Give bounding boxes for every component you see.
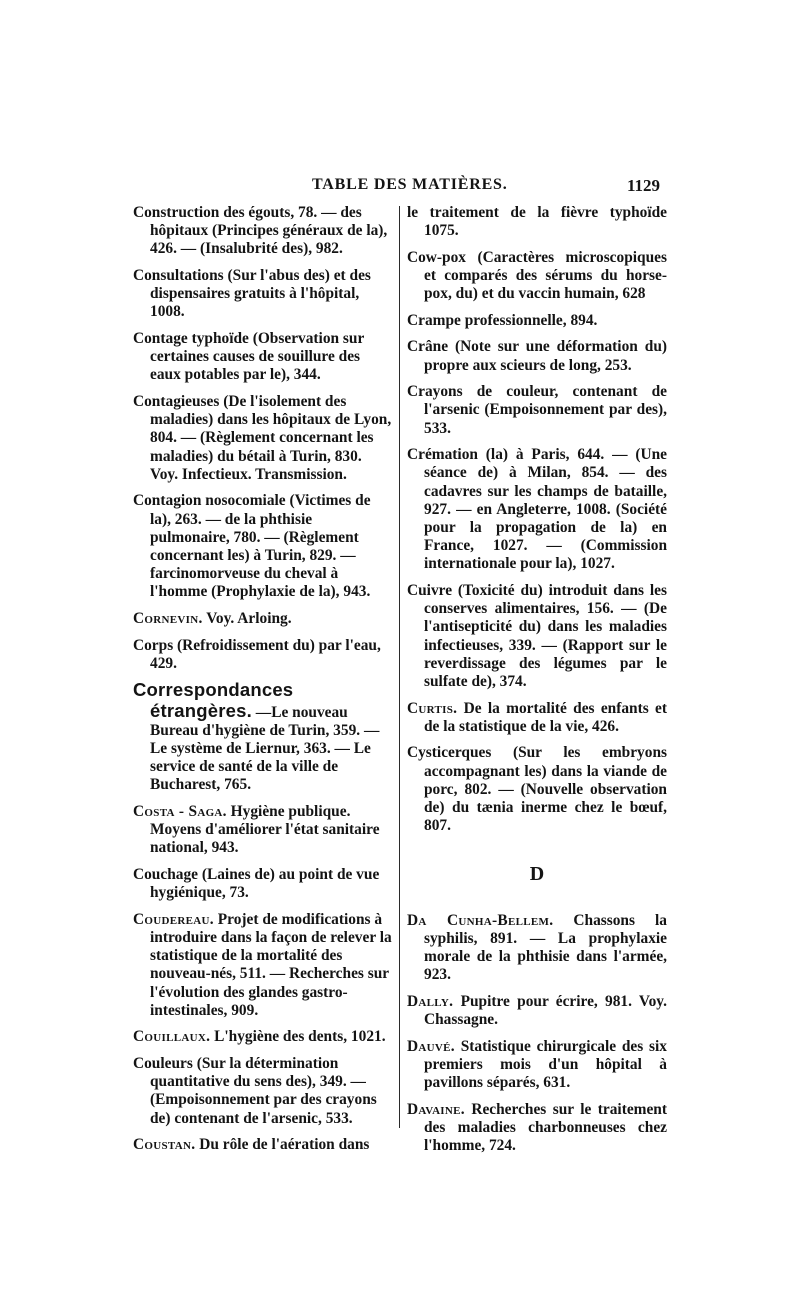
index-entry: Construction des égouts, 78. — des hôpitaux (Principes généraux de la), 426. — (Insalubrité des), 982. — [133, 204, 388, 258]
index-entry: Costa - Saga. Hygiène publique. Moyens d'améliorer l'état sanitaire national, 943. — [133, 803, 380, 857]
section-letter: D — [529, 863, 545, 886]
index-entry: Dauvé. Statistique chirurgicale des six premiers mois d'un hôpital à pavillons séparés, 631. — [407, 1037, 667, 1092]
index-entry: Corps (Refroidissement du) par l'eau, 429. — [133, 636, 381, 672]
column-divider — [399, 206, 400, 1128]
author-name: Coustan. — [133, 1136, 196, 1154]
section-heading: Correspondances étrangères. — [133, 679, 294, 721]
index-entry: Cuivre (Toxicité du) introduit dans les conserves alimentaires, 156. — (De l'antisepticité du) dans les maladies infectieuses, 339. — (Rapport sur le reverdissage des légumes par le sulfate de), 374. — [407, 582, 667, 691]
index-entry: Crémation (la) à Paris, 644. — (Une séance de) à Milan, 854. — des cadavres sur les champs de bataille, 927. — en Angleterre, 1008. (Société pour la propagation de la) en France, 1027. — (Commission internationale pour la), 1027. — [407, 446, 667, 573]
author-name: Cornevin. — [133, 610, 203, 628]
running-title: TABLE DES MATIÈRES. — [312, 176, 508, 193]
index-entry: Couleurs (Sur la détermination quantitative du sens des), 349. — (Empoisonnement par des crayons de) contenant de l'arsenic, 533. — [133, 1055, 377, 1127]
page-number: 1129 — [627, 176, 661, 195]
index-entry: Couchage (Laines de) au point de vue hygiénique, 73. — [133, 866, 380, 902]
index-entry: Crayons de couleur, contenant de l'arsenic (Empoisonnement par des), 533. — [407, 383, 667, 437]
author-name: Costa - Saga. — [133, 803, 227, 821]
index-entry: Cornevin. Voy. Arloing. — [133, 610, 292, 628]
index-entry: Crâne (Note sur une déformation du) propre aux scieurs de long, 253. — [407, 338, 667, 374]
index-entry: Dally. Pupitre pour écrire, 981. Voy. Chassagne. — [407, 992, 667, 1029]
index-entry: Coudereau. Projet de modifications à introduire dans la façon de relever la statistique de la mortalité des nouveau-nés, 511. — Recherches sur l'évolution des glandes gastro-intestinales, 909. — [133, 910, 392, 1019]
index-entry: Coustan. Du rôle de l'aération dans — [133, 1136, 370, 1154]
index-entry: Contagion nosocomiale (Victimes de la), 263. — de la phthisie pulmonaire, 780. — (Règlement concernant les) à Turin, 829. — farcinomorveuse du cheval à l'homme (Prophylaxie de la), 943. — [133, 492, 371, 601]
index-entry: Correspondances étrangères. —Le nouveau Bureau d'hygiène de Turin, 359. — Le système de Liernur, 363. — Le service de santé de la ville de Bucharest, 765. — [133, 679, 380, 794]
page-header — [0, 176, 800, 200]
index-entry: Davaine. Recherches sur le traitement des maladies charbonneuses chez l'homme, 724. — [407, 1100, 667, 1155]
index-entry-continuation: le traitement de la fièvre typhoïde 1075. — [407, 204, 667, 240]
author-name: Coudereau. — [133, 910, 214, 928]
index-entry: Contage typhoïde (Observation sur certaines causes de souillure des eaux potables par le), 344. — [133, 330, 365, 384]
index-entry: Crampe professionnelle, 894. — [407, 311, 598, 329]
index-entry: Cow-pox (Caractères microscopiques et comparés des sérums du horse-pox, du) et du vaccin humain, 628 — [407, 248, 667, 303]
index-entry: Consultations (Sur l'abus des) et des dispensaires gratuits à l'hôpital, 1008. — [133, 267, 371, 321]
index-entry: Cysticerques (Sur les embryons accompagnant les) dans la viande de porc, 802. — (Nouvelle observation de) du tænia inerme chez le bœuf, 807. — [407, 744, 667, 835]
index-entry: Curtis. De la mortalité des enfants et de la statistique de la vie, 426. — [407, 699, 667, 735]
right-column — [407, 204, 667, 1164]
author-name: Dauvé. — [407, 1037, 455, 1055]
author-name: Curtis. — [407, 699, 458, 717]
author-name: Da Cunha-Bellem. — [407, 911, 554, 929]
author-name: Couillaux. — [133, 1028, 211, 1046]
index-entry: Da Cunha-Bellem. Chassons la syphilis, 891. — La prophylaxie morale de la phthisie dans l'armée, 923. — [407, 911, 667, 984]
index-entry: Couillaux. L'hygiène des dents, 1021. — [133, 1028, 386, 1046]
index-entry: Contagieuses (De l'isolement des maladies) dans les hôpitaux de Lyon, 804. — (Règlement concernant les maladies) du bétail à Turin, 830. Voy. Infectieux. Transmission. — [133, 393, 392, 483]
author-name: Dally. — [407, 992, 454, 1010]
left-column — [133, 204, 392, 1163]
author-name: Davaine. — [407, 1100, 465, 1118]
